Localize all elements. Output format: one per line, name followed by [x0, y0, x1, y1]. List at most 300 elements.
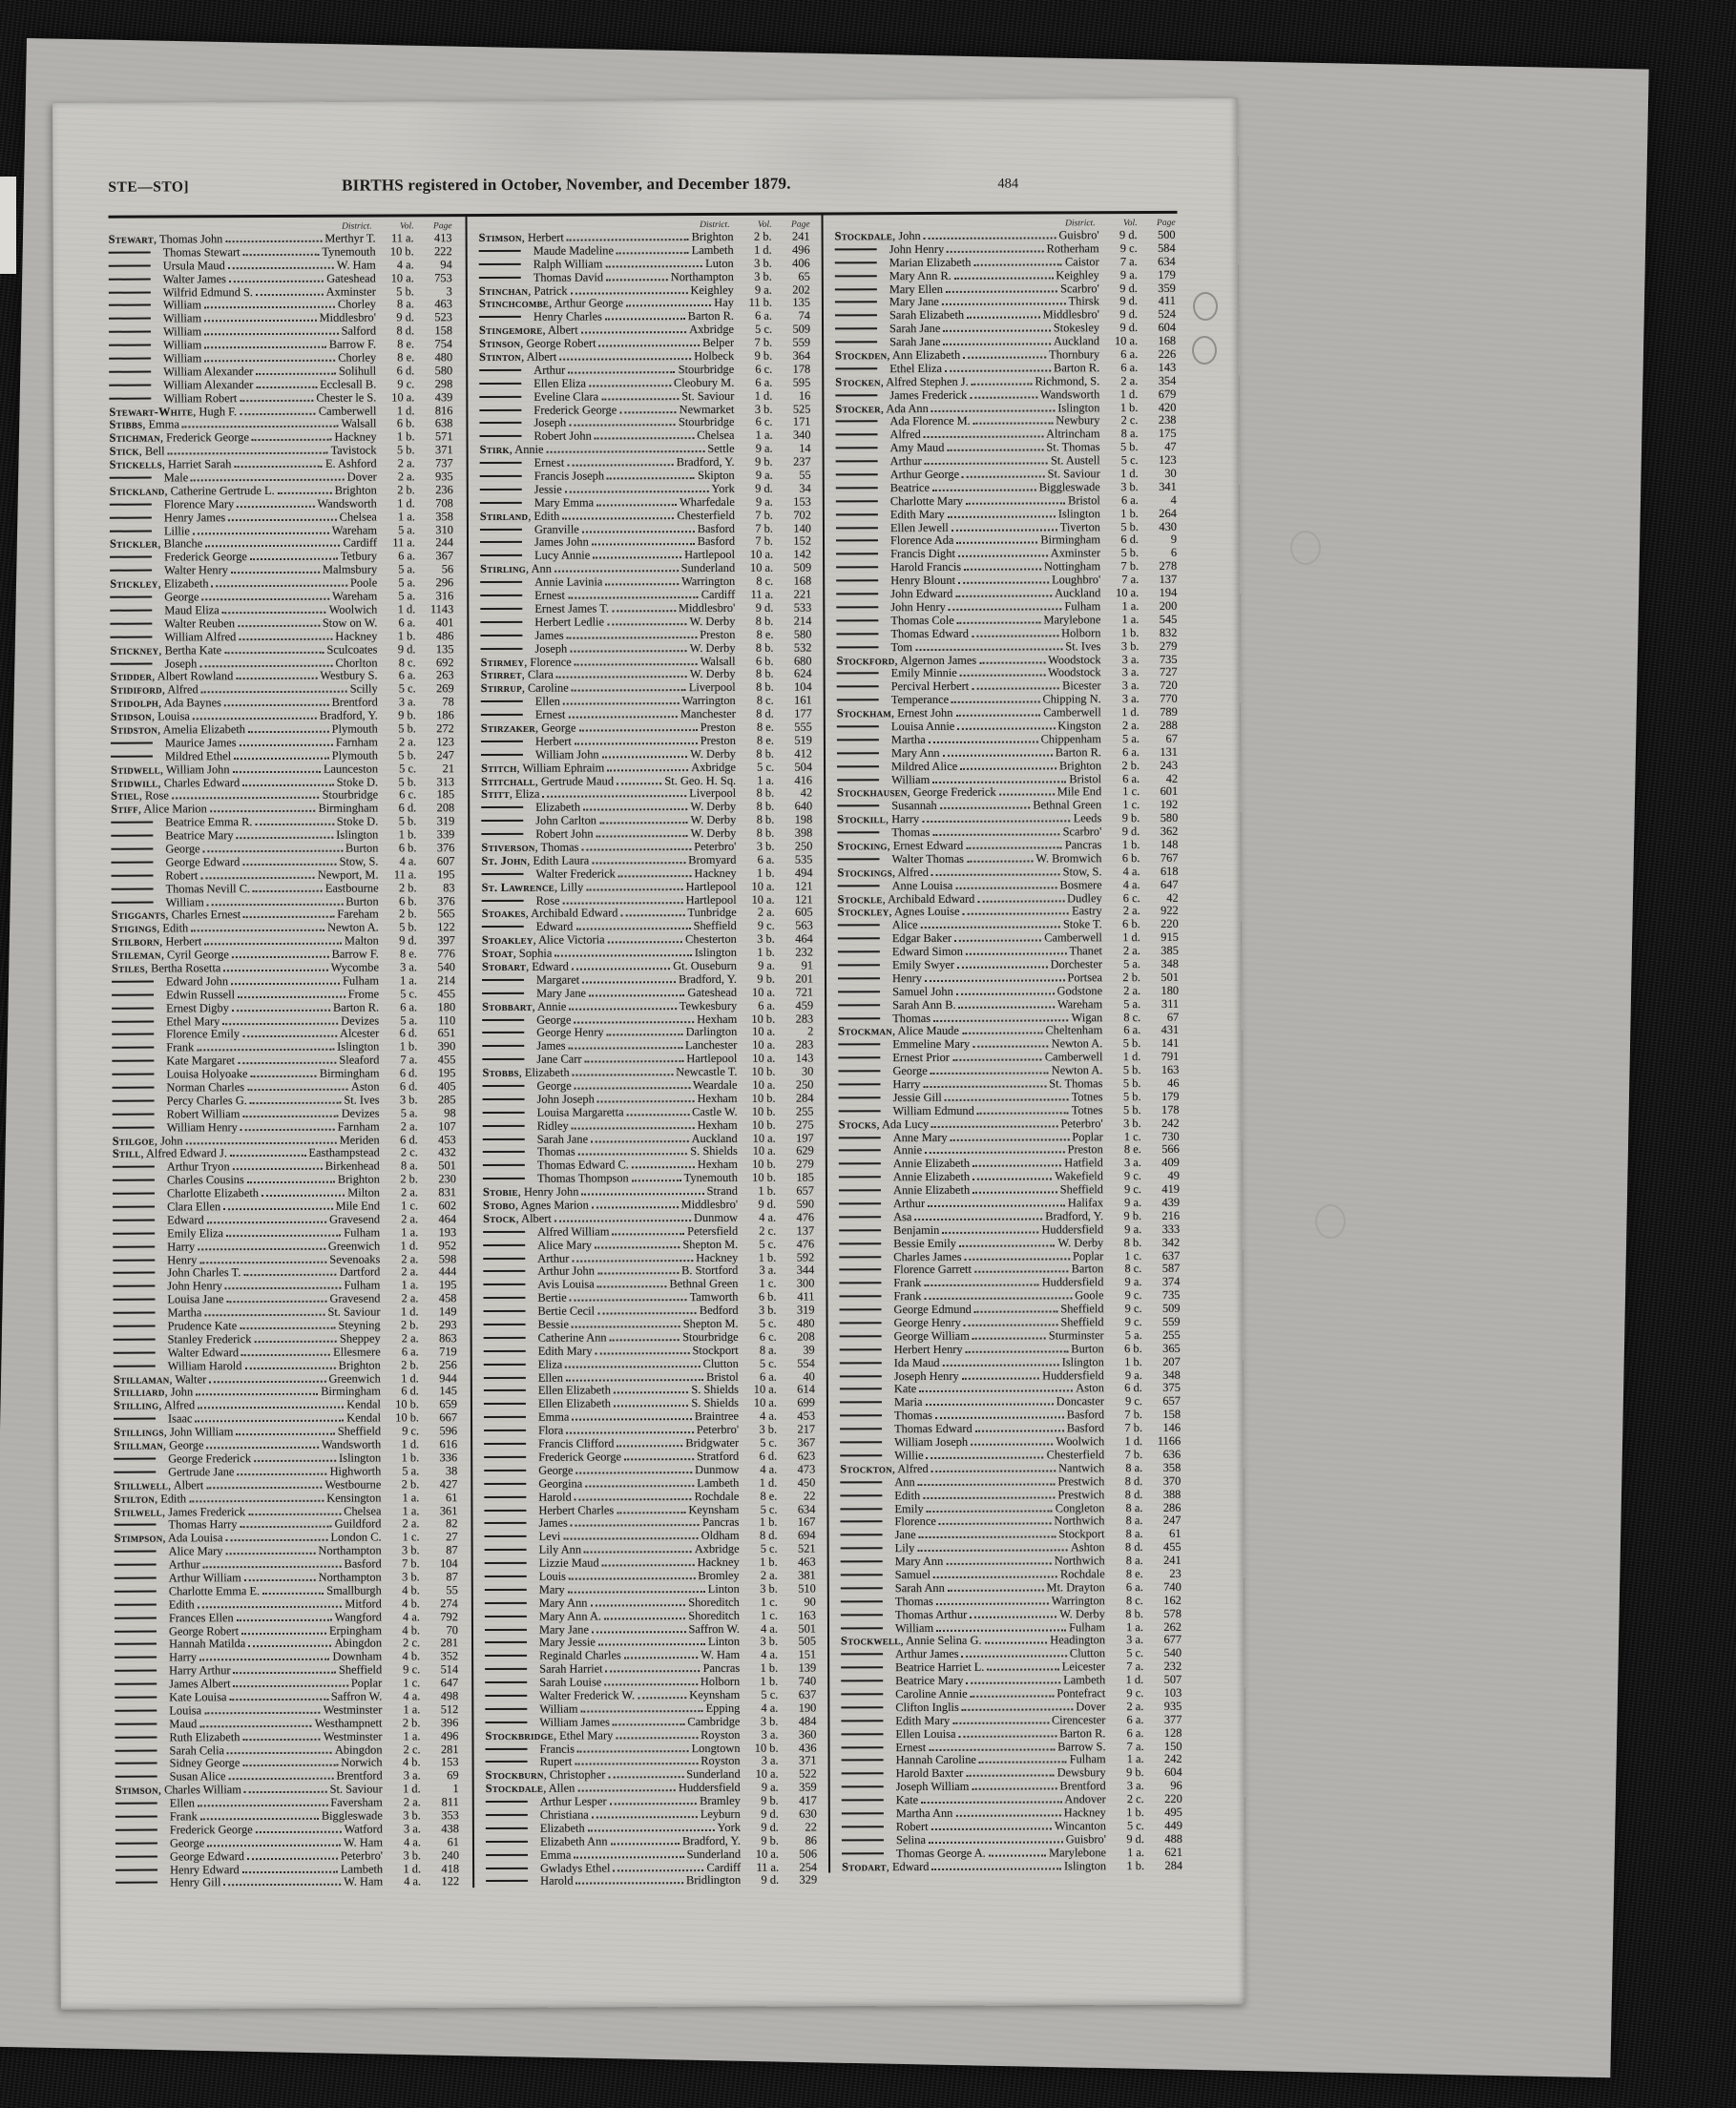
entry-page: 150	[1163, 1739, 1182, 1753]
entry-district: Launceston	[323, 762, 379, 776]
dotted-leader	[585, 1060, 684, 1062]
entry-page: 137	[796, 1223, 815, 1238]
ditto-dash	[838, 1044, 880, 1046]
ditto-dash	[484, 1483, 526, 1485]
ditto-dash	[110, 530, 152, 532]
entry-volume: 4 a.	[1122, 877, 1140, 891]
entry-district: Rochdale	[1059, 1567, 1105, 1581]
entry-district: Camberwell	[1044, 930, 1102, 945]
entry-page: 439	[434, 389, 453, 404]
entry-name: Stiggants, Charles Ernest	[111, 908, 241, 923]
index-row	[479, 402, 810, 416]
ditto-dash	[111, 835, 153, 837]
dotted-leader	[627, 1114, 690, 1116]
ditto-dash	[483, 1297, 525, 1299]
dotted-leader	[973, 1337, 1046, 1339]
ditto-dash	[484, 1337, 526, 1339]
entry-district: Birmingham	[1040, 532, 1101, 547]
entry-name: Louisa Annie	[837, 720, 954, 735]
entry-page: 39	[803, 1343, 815, 1357]
index-row	[485, 1608, 816, 1622]
entry-volume: 1 b.	[760, 1555, 778, 1569]
dotted-leader	[592, 1206, 679, 1208]
entry-volume: 3 b.	[402, 1570, 420, 1584]
entry-page: 162	[1163, 1593, 1182, 1607]
dotted-leader	[952, 1059, 1042, 1061]
index-row	[841, 1686, 1182, 1701]
entry-name: John Henry	[835, 242, 945, 257]
entry-page: 354	[1158, 373, 1177, 387]
entry-name: Elizabeth	[486, 1821, 585, 1835]
index-row	[836, 440, 1177, 454]
dotted-leader	[973, 1165, 1061, 1167]
entry-surname: Stilling	[113, 1398, 159, 1413]
entry-volume: 6 b.	[1124, 1341, 1142, 1355]
entry-volume: 3 b.	[754, 256, 772, 270]
column-subheader	[479, 216, 810, 232]
dotted-leader	[199, 1725, 312, 1728]
ditto-dash	[479, 369, 521, 371]
entry-name: Harold Baxter	[842, 1766, 964, 1782]
ditto-dash	[112, 874, 154, 876]
dotted-leader	[250, 558, 338, 560]
dotted-leader	[610, 1339, 680, 1341]
entry-name: Joseph Henry	[840, 1368, 959, 1384]
entry-page: 298	[434, 376, 453, 391]
entry-name: Alice	[838, 918, 918, 932]
ditto-dash	[114, 1471, 156, 1472]
entry-district: Gravesend	[329, 1212, 381, 1226]
entry-surname: Stockbridge	[485, 1728, 554, 1743]
entry-volume: 8 d.	[1124, 1540, 1143, 1555]
ditto-dash	[109, 318, 151, 320]
index-row	[481, 866, 812, 880]
entry-page: 596	[439, 1424, 458, 1438]
entry-district: Brighton	[691, 229, 734, 244]
entry-name: Stockley, Agnes Louise	[837, 905, 960, 919]
entry-name: Stiel, Rose	[111, 788, 169, 804]
entry-district: Chippenham	[1040, 732, 1101, 746]
entry-name: Ethel Eliza	[835, 362, 942, 376]
ditto-dash	[484, 1364, 526, 1366]
entry-name: Stilgoe, John	[112, 1133, 183, 1148]
entry-volume: 6 a.	[1125, 1579, 1143, 1594]
entry-surname: Stillman	[114, 1438, 164, 1452]
entry-volume: 5 a.	[398, 589, 416, 603]
dotted-leader	[614, 1405, 688, 1407]
entry-name: William Harold	[114, 1359, 242, 1374]
entry-page: 207	[1162, 1354, 1181, 1368]
entry-district: Warrington	[681, 574, 736, 589]
dotted-leader	[199, 1261, 326, 1263]
entry-volume: 6 c.	[399, 787, 417, 802]
entry-name: Maud Eliza	[110, 603, 220, 617]
dotted-leader	[568, 596, 699, 599]
entry-district: Auckland	[691, 1131, 738, 1145]
entry-name: Stillman, George	[114, 1438, 204, 1452]
entry-name: Harold	[486, 1874, 573, 1889]
ditto-dash	[835, 261, 877, 263]
entry-district: Thirsk	[1068, 294, 1099, 308]
index-row	[486, 1820, 817, 1834]
entry-name: Asa	[839, 1210, 911, 1224]
entry-surname: Stillaman	[113, 1372, 170, 1387]
dotted-leader	[973, 423, 1054, 425]
entry-name: Ada Florence M.	[835, 414, 970, 429]
entry-district: Preston	[700, 627, 736, 641]
dotted-leader	[244, 1367, 335, 1368]
entry-name: Mary	[485, 1583, 565, 1597]
entry-name: Sarah Louise	[485, 1676, 601, 1691]
entry-district: Clutton	[702, 1356, 739, 1370]
dotted-leader	[951, 1138, 1070, 1141]
entry-district: Bethnal Green	[669, 1277, 739, 1291]
entry-volume: 3 a.	[1121, 678, 1140, 693]
entry-volume: 3 b.	[403, 1808, 421, 1823]
entry-page: 832	[1159, 625, 1178, 639]
ditto-dash	[842, 1773, 884, 1775]
entry-volume: 9 c.	[757, 919, 775, 933]
entry-district: Middlesbro'	[680, 1197, 739, 1212]
dotted-leader	[240, 1327, 335, 1329]
dotted-leader	[974, 1271, 1069, 1273]
entry-district: W. Derby	[689, 667, 736, 681]
entry-volume: 2 a.	[1122, 904, 1140, 918]
entry-volume: 1 d.	[1122, 1050, 1141, 1064]
entry-district: Stourbridge	[678, 415, 735, 429]
entry-name: Emma	[484, 1410, 569, 1425]
entry-name: George	[482, 1079, 571, 1094]
dotted-leader	[261, 1195, 345, 1197]
entry-name: Anne Mary	[839, 1130, 948, 1144]
entry-district: Keynsham	[688, 1502, 740, 1516]
entry-page: 519	[794, 733, 812, 747]
entry-name: Stickells, Harriet Sarah	[109, 457, 232, 471]
entry-page: 274	[440, 1596, 458, 1610]
entry-name: Stickland, Catherine Gertrude L.	[109, 483, 275, 498]
ditto-dash	[842, 1746, 884, 1748]
dotted-leader	[223, 970, 327, 971]
entry-page: 153	[793, 494, 811, 509]
entry-volume: 6 a.	[398, 668, 416, 682]
entry-volume: 5 b.	[1122, 1102, 1141, 1117]
index-row	[479, 282, 810, 297]
dotted-leader	[966, 846, 1062, 848]
index-row	[482, 1052, 813, 1066]
entry-page: 1	[452, 1782, 459, 1796]
entry-page: 135	[792, 295, 810, 310]
entry-page: 480	[434, 350, 453, 365]
entry-surname: Stickland	[109, 484, 165, 498]
entry-page: 104	[794, 679, 812, 694]
ditto-dash	[841, 1627, 883, 1629]
ditto-dash	[838, 925, 880, 927]
entry-volume: 1 a.	[403, 1702, 421, 1717]
entry-name: Susannah	[837, 799, 937, 813]
entry-district: Walsall	[341, 416, 377, 431]
dotted-leader	[575, 742, 698, 745]
entry-name: Bertie	[483, 1291, 566, 1305]
entry-page: 375	[1162, 1381, 1181, 1395]
entry-name: John Edward	[836, 587, 952, 602]
index-row	[835, 281, 1176, 295]
entry-name: Stichman, Frederick George	[109, 430, 249, 446]
dotted-leader	[923, 1496, 1055, 1499]
ditto-dash	[840, 1348, 882, 1350]
ditto-dash	[484, 1509, 526, 1511]
entry-name: Stibbs, Emma	[109, 417, 179, 432]
ditto-dash	[109, 358, 151, 360]
entry-name: Stingemore, Albert	[479, 323, 578, 338]
entry-district: St. Ives	[344, 1093, 380, 1107]
dotted-leader	[632, 1166, 695, 1168]
entry-page: 279	[1159, 638, 1178, 653]
entry-volume: 8 b.	[756, 800, 775, 814]
entry-name: Emily	[840, 1502, 923, 1516]
entry-district: Solihull	[338, 364, 377, 378]
entry-district: St. Saviour	[681, 388, 735, 403]
entry-volume: 9 b.	[755, 454, 773, 469]
entry-name: Florence	[840, 1514, 935, 1529]
entry-surname: Stiff	[111, 802, 138, 817]
ditto-dash	[114, 1418, 156, 1420]
entry-volume: 3 b.	[758, 1303, 777, 1317]
entry-volume: 8 b.	[756, 679, 774, 695]
entry-page: 175	[1158, 427, 1177, 441]
entry-name: St. John, Edith Laura	[481, 853, 590, 867]
entry-district: Lambeth	[340, 1862, 384, 1876]
entry-name: Stilling, Alfred	[113, 1398, 196, 1413]
entry-page: 281	[440, 1742, 459, 1756]
entry-volume: 8 d.	[759, 1528, 778, 1543]
ditto-dash	[480, 435, 522, 437]
entry-page: 110	[438, 1012, 456, 1027]
entry-volume: 8 b.	[756, 812, 775, 826]
entry-page: 145	[439, 1384, 457, 1398]
entry-name: Charlotte Elizabeth	[113, 1186, 259, 1201]
entry-page: 6	[1170, 546, 1178, 560]
entry-district: Stow, S.	[339, 854, 379, 868]
entry-name: Arthur Lesper	[486, 1795, 607, 1810]
entry-name: Ernest	[480, 456, 565, 470]
ditto-dash	[837, 858, 879, 860]
entry-name: Henry Edward	[115, 1863, 240, 1878]
ditto-dash	[485, 1602, 527, 1604]
ditto-dash	[837, 673, 879, 675]
entry-name: Walter Frederick W.	[485, 1688, 635, 1703]
entry-name: Lucy Annie	[480, 549, 590, 564]
entry-district: Huddersfield	[1042, 1367, 1104, 1383]
index-row	[841, 1725, 1182, 1740]
entry-volume: 3 b.	[1120, 479, 1139, 494]
entry-name: William Alexander	[109, 365, 253, 380]
entry-district: St. Saviour	[329, 1782, 383, 1796]
ditto-dash	[483, 1112, 525, 1114]
index-row	[480, 561, 811, 575]
entry-page: 263	[435, 668, 454, 682]
dotted-leader	[960, 675, 1045, 677]
dotted-leader	[590, 1604, 685, 1606]
entry-district: Huddersfield	[678, 1781, 741, 1795]
entry-district: Bradford, Y.	[681, 1833, 741, 1847]
entry-name: Stockton, Alfred	[840, 1461, 929, 1476]
entry-surname: Stickley	[110, 576, 158, 591]
entry-page: 607	[436, 854, 455, 868]
entry-page: 96	[1170, 1779, 1182, 1793]
entry-page: 42	[1165, 771, 1179, 785]
entry-name: Beatrice Emma R.	[111, 815, 252, 830]
entry-name: Mary Ann R.	[835, 269, 952, 284]
entry-name: Stockford, Algernon James	[836, 653, 977, 667]
entry-name: Kate	[840, 1383, 916, 1397]
entry-district: Chesterton	[685, 932, 737, 947]
entry-district: Cheltenham	[1045, 1023, 1103, 1037]
dotted-leader	[224, 651, 324, 653]
entry-surname: Stidiford	[110, 682, 162, 698]
entry-volume: 1 b.	[1124, 1354, 1142, 1368]
punch-hole	[1192, 336, 1217, 365]
entry-page: 721	[795, 985, 814, 999]
entry-district: Ecclesall B.	[320, 377, 377, 391]
dotted-leader	[206, 1447, 318, 1450]
index-row	[482, 1078, 813, 1093]
entry-district: Portsea	[1067, 971, 1103, 985]
entry-page: 587	[1161, 1262, 1181, 1276]
dotted-leader	[228, 518, 336, 520]
entry-page: 381	[798, 1568, 816, 1582]
entry-name: Stillaman, Walter	[113, 1371, 207, 1387]
entry-page: 279	[796, 1157, 814, 1171]
entry-page: 488	[1164, 1831, 1182, 1846]
dotted-leader	[226, 1301, 326, 1303]
entry-page: 275	[796, 1117, 814, 1132]
dotted-leader	[936, 1629, 1066, 1632]
entry-surname: Stockton	[840, 1462, 892, 1476]
entry-district: Middlesbro'	[678, 600, 736, 616]
ditto-dash	[113, 1206, 155, 1208]
entry-page: 480	[796, 1316, 815, 1330]
dotted-leader	[932, 781, 1066, 783]
entry-name: Stilton, Edith	[114, 1492, 187, 1506]
entry-district: Newport, M.	[317, 867, 379, 882]
ditto-dash	[486, 1761, 528, 1763]
entry-name: George	[482, 1012, 571, 1027]
entry-page: 158	[434, 324, 453, 338]
dotted-leader	[952, 529, 1057, 531]
dotted-leader	[975, 1430, 1064, 1432]
ditto-dash	[836, 553, 878, 555]
entry-volume: 1 b.	[397, 629, 416, 643]
dotted-leader	[962, 1033, 1043, 1034]
index-row	[482, 971, 813, 986]
entry-volume: 6 a.	[401, 1345, 419, 1359]
entry-page: 87	[446, 1570, 458, 1584]
dotted-leader	[613, 1233, 685, 1235]
ditto-dash	[836, 540, 878, 542]
entry-district: W. Derby	[1057, 1235, 1104, 1250]
entry-district: Bristol	[1069, 771, 1102, 785]
dotted-leader	[973, 263, 1062, 265]
entry-name: Ellen Jewell	[836, 521, 949, 536]
entry-page: 341	[1159, 479, 1177, 493]
entry-page: 453	[797, 1409, 816, 1423]
punch-hole	[1193, 292, 1218, 321]
entry-name: Robert	[112, 868, 199, 883]
entry-page: 584	[1158, 240, 1176, 255]
entry-volume: 2 b.	[399, 907, 417, 921]
entry-page: 22	[803, 1489, 816, 1503]
dotted-leader	[554, 954, 691, 957]
entry-name: Arthur William	[115, 1571, 241, 1586]
entry-volume: 9 a.	[754, 282, 772, 297]
entry-name: Florence Garrett	[839, 1263, 972, 1278]
entry-district: Hackney	[335, 629, 378, 643]
entry-district: Cambridge	[687, 1714, 741, 1728]
entry-district: Islington	[1057, 400, 1100, 414]
entry-page: 340	[792, 428, 811, 442]
entry-page: 142	[793, 547, 812, 561]
entry-surname: Stockill	[837, 812, 887, 826]
entry-volume: 4 b.	[402, 1755, 421, 1769]
entry-volume: 8 a.	[1125, 1460, 1143, 1474]
dotted-leader	[921, 927, 1060, 929]
entry-district: Woodstock	[1048, 652, 1101, 666]
dotted-leader	[242, 864, 336, 866]
ditto-dash	[841, 1547, 883, 1549]
entry-surname: Stirling	[480, 562, 527, 576]
entry-page: 319	[436, 814, 455, 828]
entry-volume: 8 c.	[756, 574, 774, 588]
dotted-leader	[230, 1155, 306, 1157]
entry-page: 720	[1160, 678, 1178, 693]
entry-page: 405	[437, 1079, 456, 1094]
entry-volume: 1 d.	[397, 496, 415, 511]
index-row	[486, 1794, 817, 1808]
entry-name: Ernest Prior	[838, 1051, 950, 1066]
dotted-leader	[589, 994, 684, 996]
dotted-leader	[584, 1551, 692, 1553]
dotted-leader	[204, 943, 342, 946]
entry-district: Middlesbro'	[1042, 307, 1100, 322]
entry-surname: Stileman	[111, 948, 161, 962]
entry-volume: 6 b.	[398, 841, 417, 855]
ditto-dash	[114, 1365, 156, 1367]
entry-district: Richmond, S.	[1035, 374, 1100, 388]
entry-page: 358	[1162, 1460, 1182, 1474]
dotted-leader	[943, 330, 1050, 332]
ditto-dash	[483, 1270, 525, 1272]
dotted-leader	[562, 902, 682, 905]
entry-district: Wandsworth	[317, 496, 377, 511]
entry-district: Greenwich	[327, 1239, 381, 1253]
entry-name: Emily Swyer	[838, 958, 954, 973]
entry-volume: 5 b.	[1119, 440, 1139, 454]
entry-name: James	[482, 1039, 565, 1054]
entry-district: Longtown	[691, 1741, 741, 1755]
dotted-leader	[927, 1456, 1044, 1459]
entry-volume: 3 a.	[1121, 652, 1140, 666]
entry-page: 598	[438, 1251, 457, 1265]
ditto-dash	[836, 619, 878, 621]
dotted-leader	[966, 1775, 1055, 1777]
entry-page: 621	[1164, 1845, 1183, 1859]
entry-page: 647	[440, 1676, 459, 1690]
entry-name: Thomas	[841, 1595, 933, 1609]
ditto-dash	[115, 1803, 157, 1805]
entry-name: Stirzaker, George	[480, 720, 576, 736]
entry-district: Preston	[700, 720, 736, 734]
entry-name: Frederick George	[479, 403, 617, 418]
